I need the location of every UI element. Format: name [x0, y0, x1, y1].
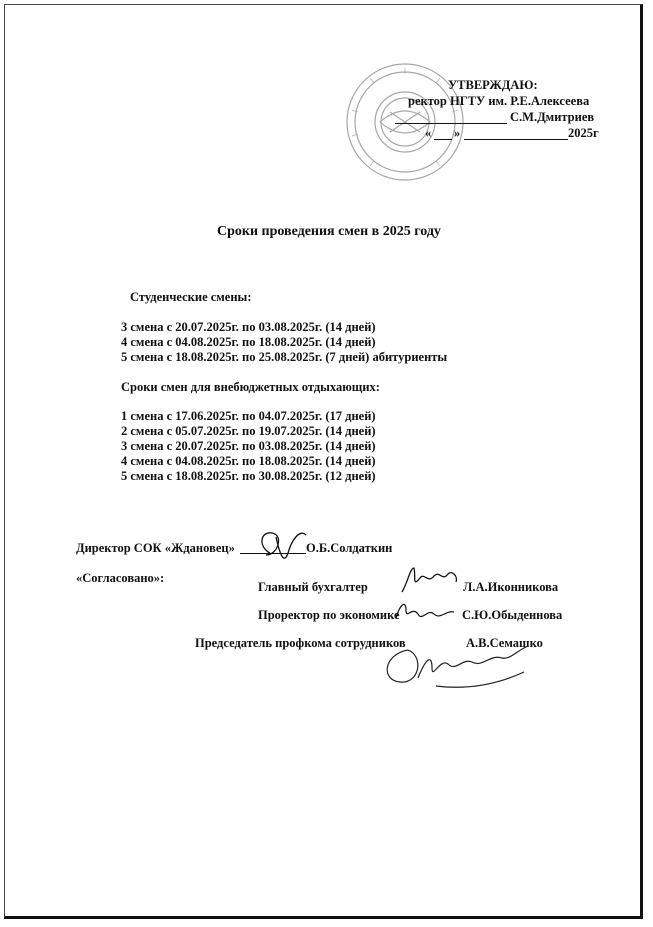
approval-date-close: »	[454, 126, 461, 140]
director-title: Директор СОК «Ждановец»	[76, 541, 235, 555]
student-shift-row: 5 смена с 18.08.2025г. по 25.08.2025г. (7 дней) абитуриенты	[121, 350, 448, 364]
economics-title: Проректор по экономике	[258, 608, 400, 622]
offbudget-shift-row: 5 смена с 18.08.2025г. по 30.08.2025г. (12 дней)	[121, 469, 376, 483]
accountant-name: Л.А.Иконникова	[463, 580, 559, 594]
offbudget-shift-row: 3 смена с 20.07.2025г. по 03.08.2025г. (14 дней)	[121, 439, 376, 453]
approval-position: ректор НГТУ им. Р.Е.Алексеева	[408, 94, 590, 108]
union-signature	[378, 628, 533, 698]
approval-signature-line	[395, 123, 507, 124]
agreed-label: «Согласовано»:	[76, 571, 165, 585]
union-title: Председатель профкома сотрудников	[195, 636, 406, 650]
offbudget-shifts-heading: Сроки смен для внебюджетных отдыхающих:	[121, 380, 380, 394]
student-shifts-heading: Студенческие смены:	[130, 290, 252, 304]
approval-year: 2025г	[568, 126, 599, 140]
accountant-signature	[398, 562, 463, 598]
accountant-title: Главный бухгалтер	[258, 580, 368, 594]
approval-heading: УТВЕРЖДАЮ:	[448, 78, 538, 92]
approval-name: С.М.Дмитриев	[510, 110, 595, 124]
offbudget-shift-row: 2 смена с 05.07.2025г. по 19.07.2025г. (14 дней)	[121, 424, 376, 438]
student-shift-row: 3 смена с 20.07.2025г. по 03.08.2025г. (14 дней)	[121, 320, 376, 334]
union-name: А.В.Семашко	[466, 636, 543, 650]
director-name: О.Б.Солдаткин	[306, 541, 393, 555]
economics-signature	[392, 596, 462, 630]
economics-name: С.Ю.Обыденнова	[462, 608, 563, 622]
offbudget-shift-row: 1 смена с 17.06.2025г. по 04.07.2025г. (17 дней)	[121, 409, 376, 423]
document-title: Сроки проведения смен в 2025 году	[217, 224, 441, 239]
offbudget-shift-row: 4 смена с 04.08.2025г. по 18.08.2025г. (14 дней)	[121, 454, 376, 468]
student-shift-row: 4 смена с 04.08.2025г. по 18.08.2025г. (14 дней)	[121, 335, 376, 349]
approval-month-line	[464, 139, 568, 140]
approval-day-line	[434, 139, 452, 140]
approval-date-open: «	[425, 126, 432, 140]
